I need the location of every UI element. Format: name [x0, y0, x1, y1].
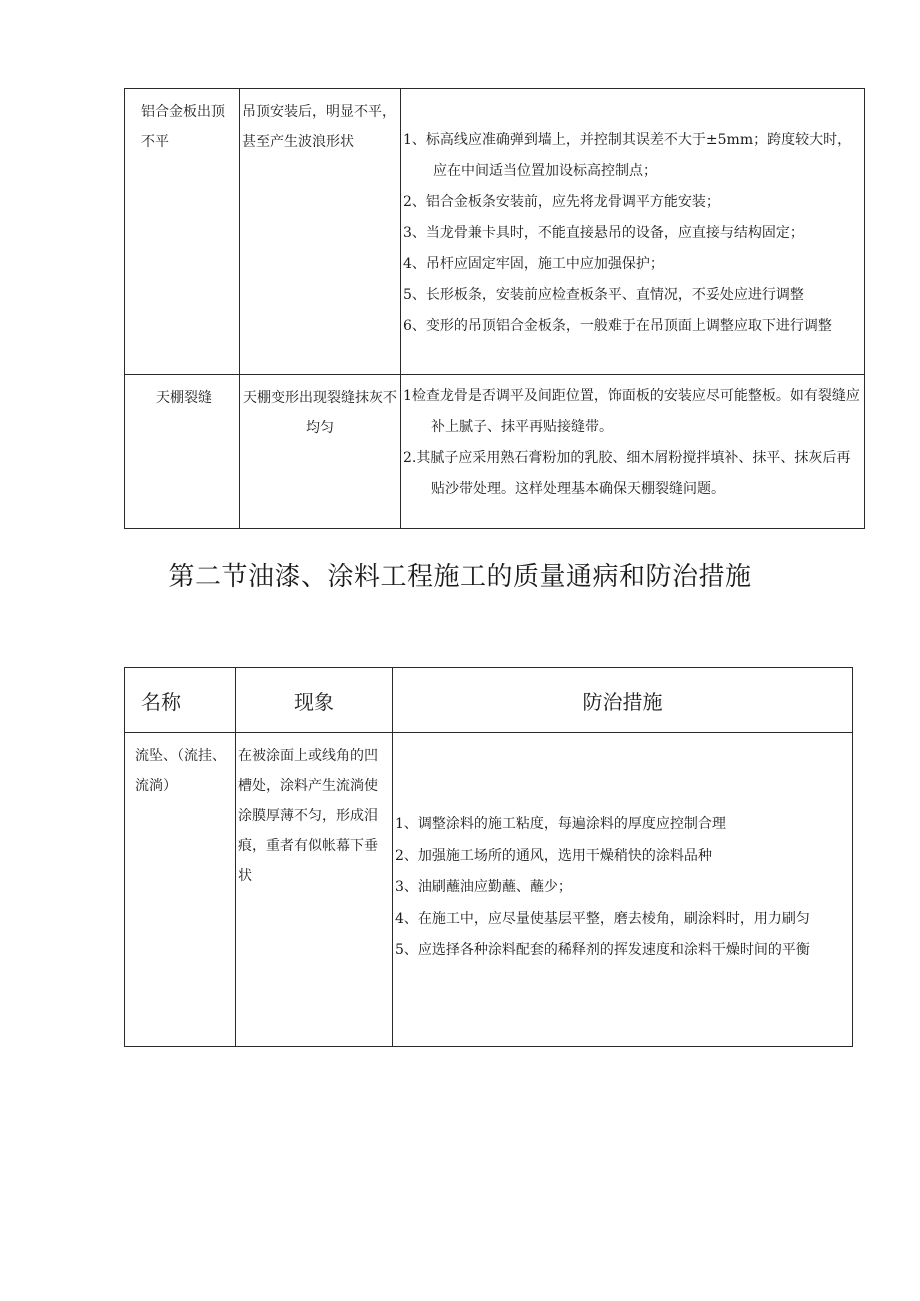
measures-cell — [401, 375, 865, 529]
measure-item: 1、标高线应准确弹到墙上，并控制其误差不大于±5mm；跨度较大时，应在中间适当位置加设标高控制点； — [403, 132, 852, 179]
phenomenon-text: 吊顶安装后，明显不平，甚至产生波浪形状 — [242, 104, 396, 150]
header-measures: 防治措施 — [393, 668, 853, 733]
defect-name: 铝合金板出顶不平 — [141, 104, 225, 150]
phenomenon-text: 在被涂面上或线角的凹槽处，涂料产生流淌使涂膜厚薄不匀，形成泪痕，重者有似帐幕下垂状 — [238, 748, 378, 884]
measure-item: 3、当龙骨兼卡具时，不能直接悬吊的设备，应直接与结构固定； — [403, 225, 804, 241]
defect-name: 天棚裂缝 — [156, 390, 212, 406]
defects-table-paint — [124, 667, 853, 1047]
defects-table-ceiling — [124, 88, 865, 529]
phenomenon-cell — [236, 733, 393, 1047]
table-row — [125, 375, 865, 529]
measure-item: 2.其腻子应采用熟石膏粉加的乳胶、细木屑粉搅拌填补、抹平、抹灰后再贴沙带处理。这样处理基本确保天棚裂缝问题。 — [403, 450, 851, 497]
measure-item: 2、加强施工场所的通风，选用干燥稍快的涂料品种 — [395, 847, 712, 864]
measure-item: 5、长形板条，安装前应检查板条平、直情况，不妥处应进行调整 — [403, 287, 804, 303]
measure-item: 1、调整涂料的施工粘度，每遍涂料的厚度应控制合理 — [395, 816, 726, 832]
measure-item: 5、应选择各种涂料配套的稀释剂的挥发速度和涂料干燥时间的平衡 — [395, 942, 810, 958]
measure-item: 2、铝合金板条安装前，应先将龙骨调平方能安装； — [403, 194, 720, 210]
defect-name-cell — [125, 89, 240, 375]
phenomenon-cell — [240, 89, 401, 375]
phenomenon-text: 天棚变形出现裂缝抹灰不均匀 — [243, 390, 397, 436]
section-title: 第二节油漆、涂料工程施工的质量通病和防治措施 — [168, 562, 752, 592]
header-name: 名称 — [125, 668, 236, 733]
measure-item: 3、油刷蘸油应勤蘸、蘸少； — [395, 879, 572, 895]
table-row — [125, 89, 865, 375]
measure-item: 4、在施工中，应尽量使基层平整，磨去棱角，刷涂料时，用力刷匀 — [395, 910, 810, 927]
header-phenomenon: 现象 — [236, 668, 393, 733]
table-row — [125, 733, 853, 1047]
measures-cell — [393, 733, 853, 1047]
table-header-row — [125, 668, 853, 733]
measure-item: 1检查龙骨是否调平及间距位置，饰面板的安装应尽可能整板。如有裂缝应补上腻子、抹平再贴接缝带。 — [403, 388, 860, 435]
phenomenon-cell — [240, 375, 401, 529]
measures-cell — [401, 89, 865, 375]
defect-name-cell — [125, 375, 240, 529]
defect-name-cell — [125, 733, 236, 1047]
measure-item: 4、吊杆应固定牢固，施工中应加强保护； — [403, 256, 664, 272]
defect-name: 流坠、（流挂、流淌） — [135, 748, 226, 794]
measure-item: 6、变形的吊顶铝合金板条，一般难于在吊顶面上调整应取下进行调整 — [403, 318, 832, 334]
